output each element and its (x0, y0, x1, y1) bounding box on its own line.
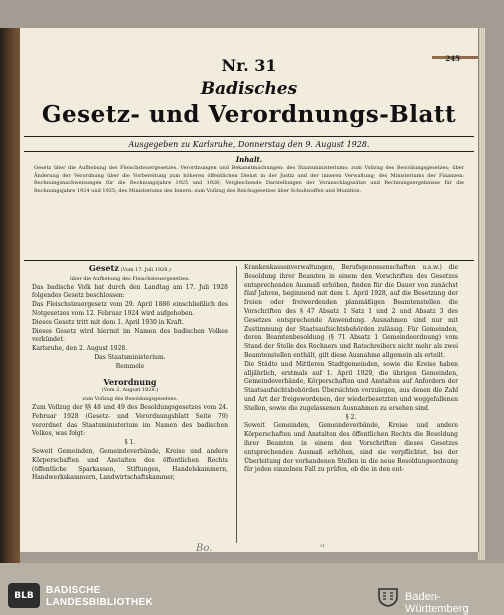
law-subtitle: über die Aufhebung des Fleischsteuergesetzes. (69, 275, 191, 282)
section-2-label: § 2. (345, 413, 357, 421)
page-edges (478, 28, 485, 560)
blb-name[interactable] (46, 585, 153, 609)
page-number: 245 (445, 54, 460, 63)
document-page (20, 28, 478, 552)
bw-crest-icon (376, 585, 400, 607)
ordinance-subtitle: zum Vollzug des Besoldungsgesetzes. (82, 396, 178, 403)
blb-name-line2: LANDESBIBLIOTHEK (46, 597, 154, 608)
blb-logo[interactable]: BLB (8, 583, 40, 608)
footer-mark: 31 (320, 543, 326, 548)
ordinance-date: (Vom 2. August 1928.) (101, 387, 159, 394)
contents-heading: Inhalt. (235, 155, 263, 164)
right-paragraph-1: Krankenkassenverwaltungen, Berufsgenossenschaften u.s.w.) die Besoldung ihrer Beamten in einem den Vorschriften des Gesetzes entsprechenden Ausmaß erhöhen, finden für die Dauer von zunächst fünf Jahren, beginnend mit dem 1. April 1928, auf die Besetzung der freien oder freiwerdenden planmäßigen Beamtenstellen die Vorschriften des § 47 Absatz 1 Satz 1 und 2 und Absatz 3 des Gesetzes entsprechende Anwendung. Ausnahmen sind nur mit Zustimmung der Staatsaufsichtsbehörden zulässig. Für Gemeinden, deren Beamtenbesoldung (§ 71 Absatz 1 Gemeindeordnung) vom Stand der Stelle des Rechners und Ratschreibers nicht mehr als zwei Beamtenstellen enthält, gilt diese Ausnahme allgemein als erteilt. (244, 264, 458, 359)
handwritten-mark: Bo. (196, 543, 213, 554)
masthead-line1: Badisches (200, 79, 298, 99)
law-paragraph-4: Dieses Gesetz wird hiermit im Namen des badischen Volkes verkündet. (32, 327, 228, 344)
issue-date-line: Ausgegeben zu Karlsruhe, Donnerstag den 9. August 1928. (128, 140, 370, 149)
law-heading: Gesetz (89, 263, 119, 273)
right-column (244, 264, 458, 475)
column-separator (236, 266, 237, 543)
contents-text: Gesetz über die Aufhebung des Fleischsteuergesetzes. Verordnungen und Bekanntmachungen: des Staatsministeriums: zum Vollzug des Besoldungsgesetzes; über Änderung der Verordnung über die Vorbereitung zum höheren öffentlichen Dienst in der Justiz und der inneren Verwaltung; des Ministeriums der Finanzen: Rechnungsnachweisungen für die Rechnungsjahre 1925 und 1926; Vergleichende Darstellungen der Voranschlagssätze und Rechnungsergebnisse für die Rechnungsjahre 1924 und 1925; des Ministeriums des Innern: zum Vollzug des Reichsgesetzes über Schußwaffen und Munition. (34, 165, 464, 194)
law-paragraph-2: Das Fleischsteuergesetz vom 29. April 1886 einschließlich des Notgesetzes vom 12. Februar 1924 wird aufgehoben. (32, 301, 228, 317)
law-place-date: Karlsruhe, den 2. August 1928. (32, 345, 128, 353)
right-paragraph-2: Die Städte und Mittleren Stadtgemeinden, sowie die Kreise haben alljährlich, erstmals auf 1. April 1929, die übrigen Gemeinden, Gemeindeverbände, Körperschaften und Anstalten auf Anfordern der Staatsaufsichtsbehörden Übersichten vorzulegen, aus denen die Zahl und Art der freigewordenen, der wiederbesetzten und weggefallenen Stellen, sowie die zugelassenen Ausnahmen zu ersehen sind. (244, 360, 458, 412)
masthead-title: Gesetz- und Verordnungs-Blatt (41, 101, 457, 128)
right-paragraph-3: Soweit Gemeinden, Gemeindeverbände, Kreise und andere Körperschaften und Anstalten des öffentlichen Rechts die Besoldung ihrer Beamten in einem den Vorschriften dieses Gesetzes entsprechenden Ausmaß erhöhen, sind sie verpflichtet, bei der Überleitung der vorhandenen Stellen in die neue Besoldungsordnung für jeden einzelnen Fall zu prüfen, ob die in den ent- (244, 422, 458, 474)
masthead-rule-bottom (24, 151, 474, 152)
ordinance-paragraph-1: Zum Vollzug der §§ 48 und 49 des Besoldungsgesetzes vom 24. Februar 1928 (Gesetz- und Verordnungsblatt Seite 79) verordnet das Staatsministerium im Namen des badischen Volkes, was folgt: (32, 403, 228, 438)
law-signature: Remmele (115, 362, 145, 370)
law-paragraph-1: Das badische Volk hat durch den Landtag am 17. Juli 1928 folgendes Gesetz beschlossen: (32, 283, 228, 300)
ordinance-paragraph-2: Soweit Gemeinden, Gemeindeverbände, Kreise und andere Körperschaften und Anstalten des öffentlichen Rechts (öffentliche Sparkassen, Stiftungen, Handelskammern, Handwerkskammern, Landwirtschaftskammer, (32, 447, 228, 482)
book-spine (0, 28, 20, 563)
left-column (32, 264, 228, 483)
law-paragraph-3: Dieses Gesetz tritt mit dem 1. April 1930 in Kraft. (32, 318, 184, 326)
masthead-rule-top (24, 136, 474, 137)
law-date: (Vom 17. Juli 1928.) (120, 267, 171, 273)
issue-number: Nr. 31 (221, 56, 277, 75)
blb-name-line1: BADISCHE (46, 585, 101, 596)
ordinance-heading: Verordnung (103, 376, 157, 387)
law-ministry: Das Staatsministerium. (94, 353, 166, 361)
section-1-label: § 1. (124, 439, 136, 447)
contents-rule (24, 260, 474, 261)
bw-name[interactable]: Baden-Württemberg (405, 591, 469, 615)
